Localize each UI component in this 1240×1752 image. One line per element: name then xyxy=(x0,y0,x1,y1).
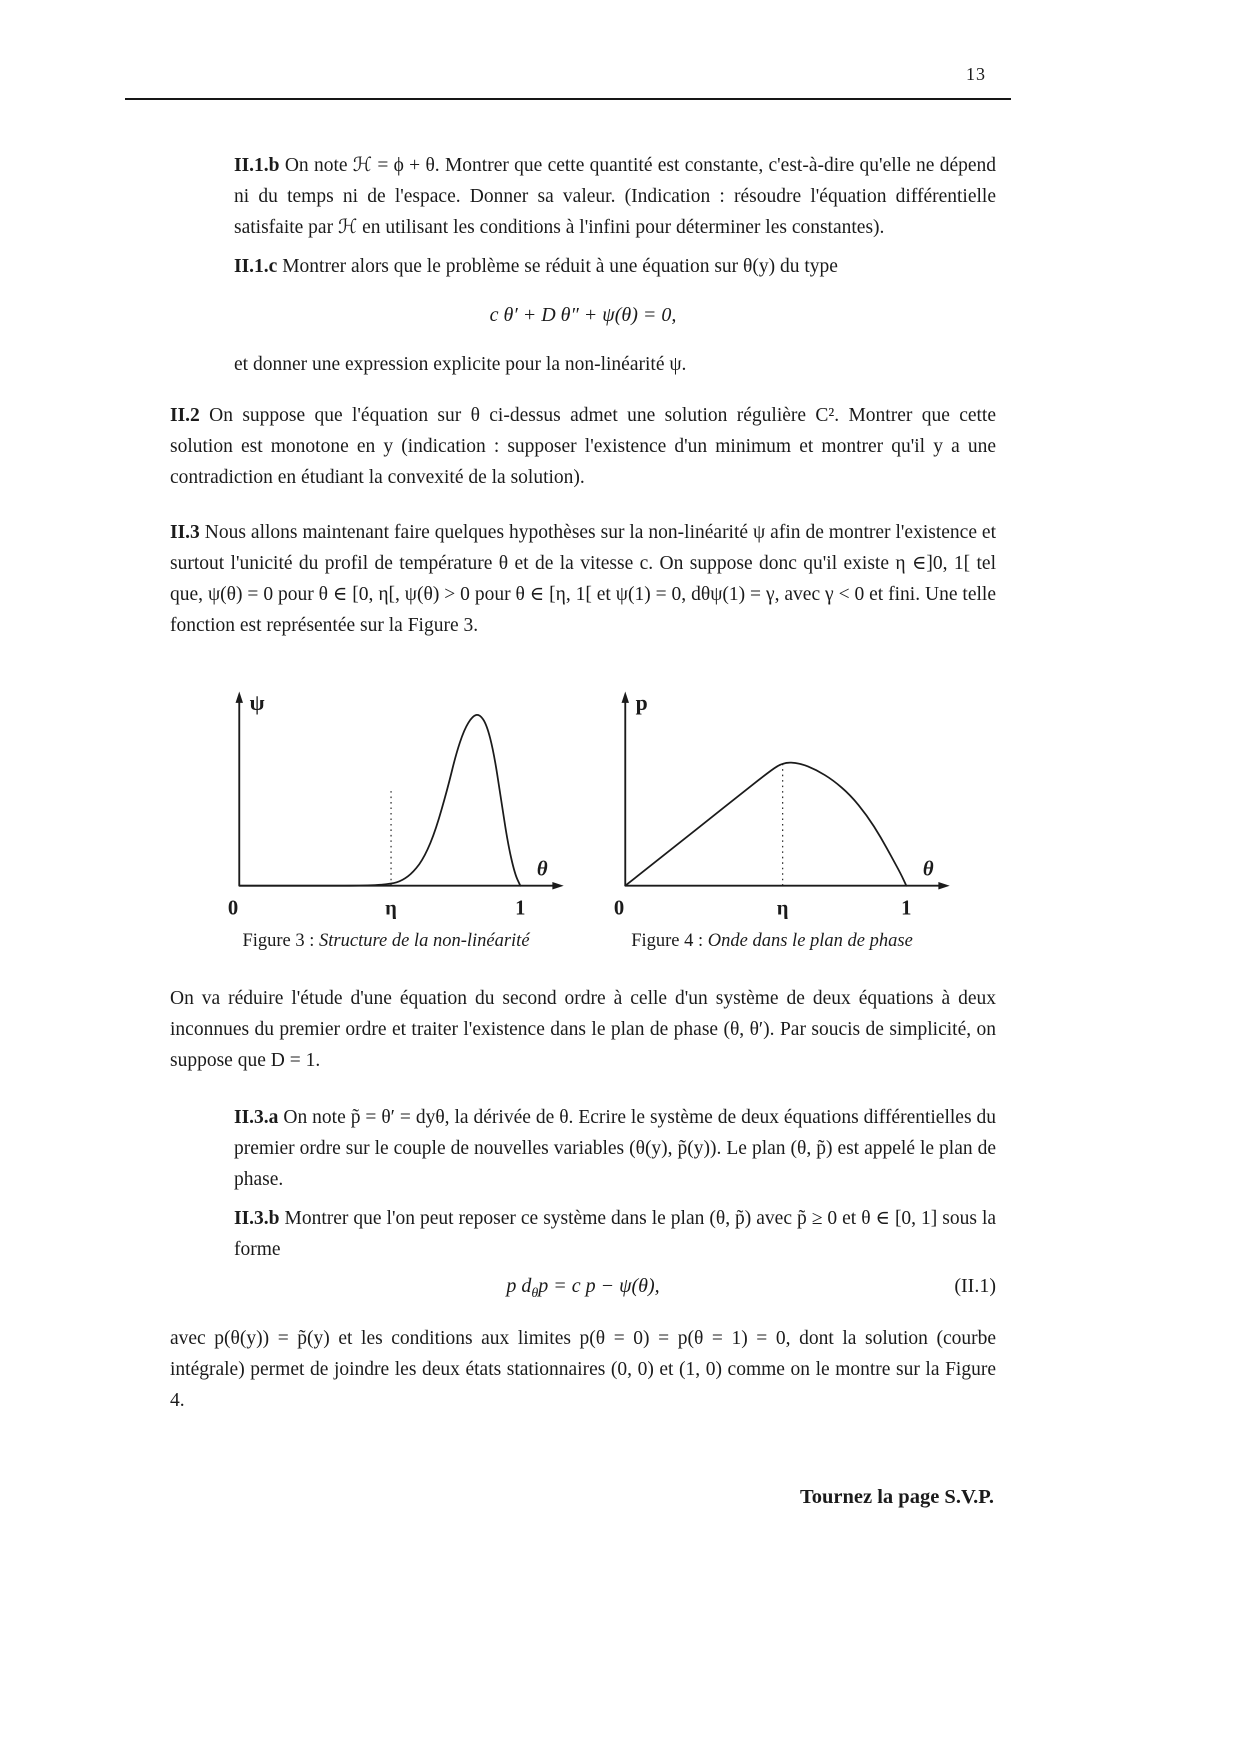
paragraph-eq2-after: avec p(θ(y)) = p̃(y) et les conditions aux limites p(θ = 0) = p(θ = 1) = 0, dont la solution (courbe intégrale) permet de joindre les deux états stationnaires (0, 0) et (1, 0) comme on le montre sur la Figure 4. xyxy=(170,1328,996,1411)
figure-4-curve xyxy=(625,763,906,886)
header-rule xyxy=(125,98,1011,100)
equation-theta-ode: c θ′ + D θ″ + ψ(θ) = 0, xyxy=(489,304,677,326)
section-text-II3a: On note p̃ = θ′ = dyθ, la dérivée de θ. Ecrire le système de deux équations différentielles du premier ordre sur le couple de nouvelles variables (θ(y), p̃(y)). Le plan (θ, p̃) est appelé le plan de phase. xyxy=(234,1107,996,1190)
paragraph-reduce: On va réduire l'étude d'une équation du second ordre à celle d'un système de deux équations à deux inconnues du premier ordre et traiter l'existence dans le plan de phase (θ, θ′). Par soucis de simplicité, on suppose que D = 1. xyxy=(170,988,996,1071)
section-label-II2: II.2 xyxy=(170,405,200,426)
figure-3-tick-eta: η xyxy=(385,897,397,920)
figure-4-y-axis-arrow xyxy=(622,691,629,702)
figure-4 xyxy=(586,681,958,953)
paragraph-eq1-after: et donner une expression explicite pour la non-linéarité ψ. xyxy=(234,354,687,375)
figure-4-caption xyxy=(586,929,958,953)
figure-4-x-axis-arrow xyxy=(938,882,949,889)
page-number: 13 xyxy=(966,64,986,84)
paragraph-II3a xyxy=(234,1102,996,1195)
figure-4-tick-eta: η xyxy=(776,897,789,920)
figure-3-y-axis-arrow xyxy=(236,691,243,702)
figure-3-curve xyxy=(239,715,520,886)
figure-4-caption-prefix: Figure 4 : xyxy=(631,931,708,951)
paragraph-II1b xyxy=(234,150,996,243)
figure-3 xyxy=(200,681,572,953)
paragraph-II3 xyxy=(170,517,996,641)
figure-3-y-axis-label: ψ xyxy=(249,691,265,716)
document-content xyxy=(170,150,996,1416)
figure-3-caption xyxy=(200,929,572,953)
figure-3-caption-prefix: Figure 3 : xyxy=(242,931,320,951)
section-label-II3: II.3 xyxy=(170,522,200,543)
figure-3-plot xyxy=(200,681,572,921)
section-label-II3a: II.3.a xyxy=(234,1107,279,1128)
equation-II1-subscript: θ xyxy=(531,1286,539,1301)
figure-3-tick-1: 1 xyxy=(515,897,526,920)
section-text-II1b: On note ℋ = ϕ + θ. Montrer que cette quantité est constante, c'est-à-dire qu'elle ne dépend ni du temps ni de l'espace. Donner sa valeur. (Indication : résoudre l'équation différentielle satisfaite par ℋ en utilisant les conditions à l'infini pour déterminer les constantes). xyxy=(234,155,996,238)
figure-4-tick-0: 0 xyxy=(613,897,625,920)
section-text-II3b: Montrer que l'on peut reposer ce système dans le plan (θ, p̃) avec p̃ ≥ 0 et θ ∈ [0, 1] sous la forme xyxy=(234,1208,997,1260)
equation-II1-part2: p = c p − ψ(θ), xyxy=(538,1275,660,1297)
figure-4-caption-title: Onde dans le plan de phase xyxy=(707,931,913,951)
figure-3-tick-0: 0 xyxy=(227,897,239,920)
section-label-II1b: II.1.b xyxy=(234,155,280,176)
equation-II1-part1: p d xyxy=(506,1275,532,1297)
figure-4-x-axis-label: θ xyxy=(922,858,934,881)
figure-3-x-axis-label: θ xyxy=(536,858,548,881)
section-label-II1c: II.1.c xyxy=(234,256,278,277)
section-label-II3b: II.3.b xyxy=(234,1208,280,1229)
figures-row xyxy=(200,681,996,953)
figure-4-y-axis-label: p xyxy=(635,691,648,716)
figure-3-caption-title: Structure de la non-linéarité xyxy=(319,931,530,951)
figure-4-tick-1: 1 xyxy=(901,897,912,920)
equation-phase-plane xyxy=(170,1271,996,1309)
section-text-II1c: Montrer alors que le problème se réduit à une équation sur θ(y) du type xyxy=(282,256,838,277)
figure-4-plot xyxy=(586,681,958,921)
section-text-II2: On suppose que l'équation sur θ ci-dessus admet une solution régulière C². Montrer que cette solution est monotone en y (indication : supposer l'existence d'un minimum et montrer qu'il y a une contradiction en étudiant la convexité de la solution). xyxy=(170,405,996,488)
figure-3-x-axis-arrow xyxy=(552,882,563,889)
paragraph-II2 xyxy=(170,400,996,493)
section-text-II3: Nous allons maintenant faire quelques hypothèses sur la non-linéarité ψ afin de montrer l'existence et surtout l'unicité du profil de température θ et de la vitesse c. On suppose donc qu'il existe η ∈]0, 1[ tel que, ψ(θ) = 0 pour θ ∈ [0, η[, ψ(θ) > 0 pour θ ∈ [η, 1[ et ψ(1) = 0, dθψ(1) = γ, avec γ < 0 et fini. Une telle fonction est représentée sur la Figure 3. xyxy=(170,522,997,636)
turn-page-note: Tournez la page S.V.P. xyxy=(799,1486,994,1508)
paragraph-II3b xyxy=(234,1203,996,1265)
equation-II1-tag: (II.1) xyxy=(954,1275,996,1297)
paragraph-II1c xyxy=(234,251,996,282)
